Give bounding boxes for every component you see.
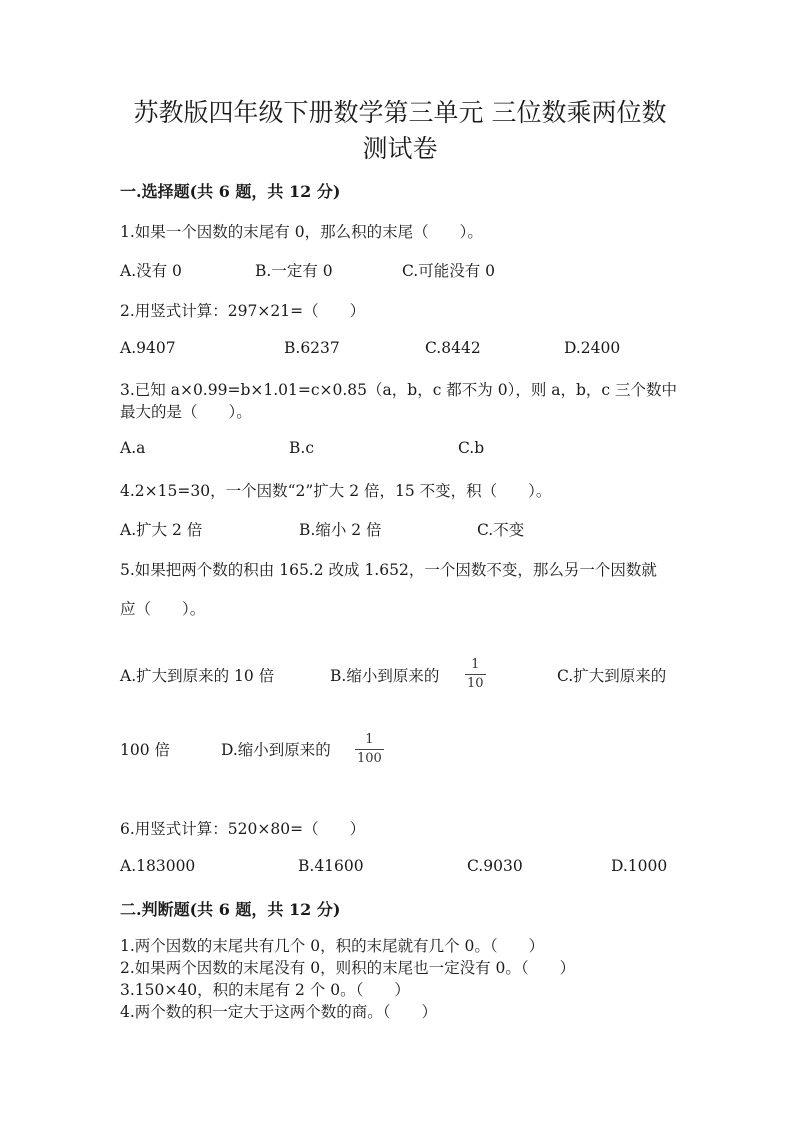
question-3-option-a: A.a [120, 439, 146, 457]
question-1-option-c: C.可能没有 0 [402, 262, 496, 280]
question-5-option-d: D.缩小到原来的 [221, 741, 331, 759]
question-2-option-c: C.8442 [425, 339, 481, 357]
question-4-option-b: B.缩小 2 倍 [299, 521, 382, 539]
question-5-option-b: B.缩小到原来的 [330, 667, 440, 685]
question-2-option-b: B.6237 [284, 339, 340, 357]
fraction-numerator: 1 [365, 732, 374, 747]
section-heading-true-false: 二.判断题(共 6 题，共 12 分) [120, 900, 341, 919]
question-3-text-line1: 3.已知 a×0.99=b×1.01=c×0.85（a，b，c 都不为 0），则 a，b，c 三个数中 [120, 381, 678, 399]
question-6-option-b: B.41600 [298, 857, 364, 875]
fraction-numerator: 1 [471, 657, 480, 672]
fraction-denominator: 10 [467, 676, 484, 691]
question-4-text: 4.2×15=30，一个因数“2”扩大 2 倍，15 不变，积（ ）。 [120, 482, 552, 500]
question-5-option-d-fraction [355, 733, 384, 766]
question-5-option-a: A.扩大到原来的 10 倍 [120, 667, 275, 685]
question-3-option-b: B.c [289, 439, 314, 457]
question-6-option-c: C.9030 [467, 857, 523, 875]
page-title-line1: 苏教版四年级下册数学第三单元 三位数乘两位数 [133, 98, 667, 127]
question-1-option-b: B.一定有 0 [255, 262, 333, 280]
judgment-item-4: 4.两个数的积一定大于这两个数的商。（ ） [120, 1003, 438, 1021]
question-6-option-a: A.183000 [120, 857, 196, 875]
question-2-text: 2.用竖式计算：297×21=（ ） [120, 302, 366, 320]
question-2-option-a: A.9407 [120, 339, 176, 357]
question-5-option-b-fraction [465, 658, 486, 691]
question-1-text: 1.如果一个因数的末尾有 0，那么积的末尾（ ）。 [120, 223, 483, 241]
section-heading-multiple-choice: 一.选择题(共 6 题，共 12 分) [120, 182, 341, 201]
question-2-option-d: D.2400 [564, 339, 621, 357]
question-6-option-d: D.1000 [611, 857, 668, 875]
question-5-text-line2: 应（ ）。 [120, 600, 206, 618]
question-5-option-c: C.扩大到原来的 [557, 667, 667, 685]
question-6-text: 6.用竖式计算：520×80=（ ） [120, 820, 366, 838]
fraction-bar [465, 674, 486, 675]
judgment-item-3: 3.150×40，积的末尾有 2 个 0。（ ） [120, 981, 410, 999]
judgment-item-1: 1.两个因数的末尾共有几个 0，积的末尾就有几个 0。（ ） [120, 937, 545, 955]
question-4-option-c: C.不变 [477, 521, 525, 539]
page-title-line2: 测试卷 [362, 134, 438, 163]
question-1-option-a: A.没有 0 [120, 262, 182, 280]
fraction-bar [355, 749, 384, 750]
fraction-denominator: 100 [357, 751, 382, 766]
judgment-item-2: 2.如果两个因数的末尾没有 0，则积的末尾也一定没有 0。（ ） [120, 959, 576, 977]
question-3-text-line2: 最大的是（ ）。 [120, 403, 252, 421]
question-3-option-c: C.b [458, 439, 485, 457]
question-5-text-line1: 5.如果把两个数的积由 165.2 改成 1.652，一个因数不变，那么另一个因数就 [120, 561, 657, 579]
question-4-option-a: A.扩大 2 倍 [120, 521, 203, 539]
question-5-option-c-continuation: 100 倍 [120, 741, 171, 759]
